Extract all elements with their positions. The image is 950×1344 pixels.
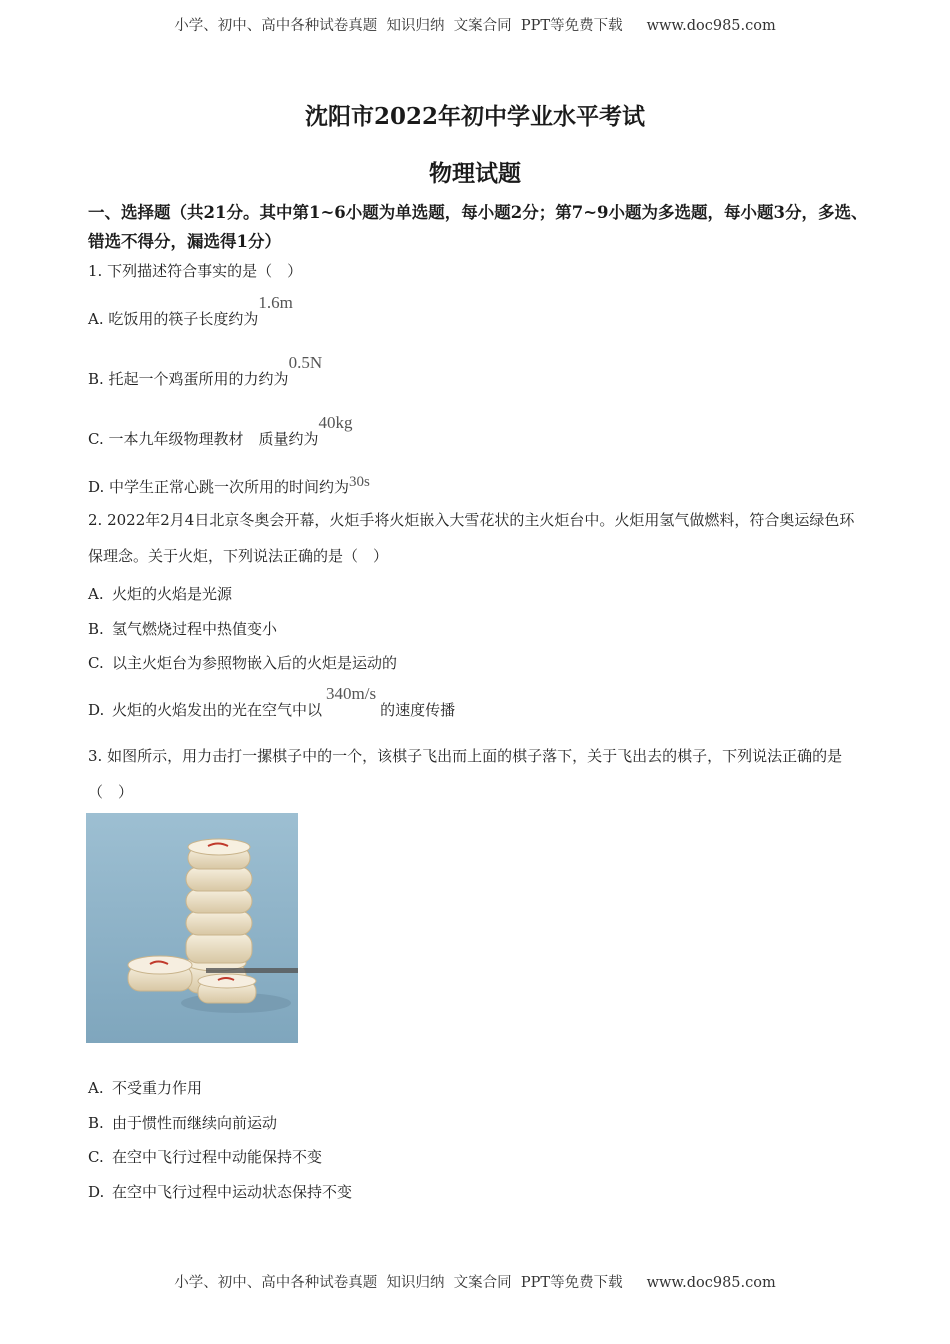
footer-text: 小学、初中、高中各种试卷真题 知识归纳 文案合同 PPT等免费下载 (174, 1275, 623, 1291)
header-text: 小学、初中、高中各种试卷真题 知识归纳 文案合同 PPT等免费下载 (174, 18, 623, 34)
q1-c-value: 40kg (318, 413, 353, 432)
exam-title: 沈阳市2022年初中学业水平考试 (304, 103, 645, 130)
lower-piece (198, 974, 256, 1003)
q2-b-letter: B. (88, 620, 104, 638)
q2-a-text: 火炬的火焰是光源 (112, 585, 233, 603)
q3-b-text: 由于惯性而继续向前运动 (112, 1114, 278, 1132)
q1-c-text: C. 一本九年级物理教材 质量约为 (88, 430, 319, 448)
q2-option-d (88, 684, 456, 720)
q1-option-a (88, 293, 293, 329)
q1-option-c (88, 413, 353, 449)
page-footer (0, 1271, 950, 1292)
q3-a-text: 不受重力作用 (112, 1079, 203, 1097)
q1-stem: 1. 下列描述符合事实的是（ ） (88, 262, 303, 280)
header-site: www.doc985.com (646, 18, 776, 34)
q1-option-d (88, 476, 370, 497)
q2-d-value: 340m/s (326, 684, 377, 703)
striking-ruler (206, 968, 298, 973)
q3-option-b (88, 1112, 277, 1133)
q1-d-text: D. 中学生正常心跳一次所用的时间约为 (88, 478, 350, 496)
q3-d-text: 在空中飞行过程中运动状态保持不变 (112, 1183, 353, 1201)
q1-a-text: A. 吃饭用的筷子长度约为 (88, 310, 259, 328)
q2-option-c (88, 652, 397, 673)
q2-b-text: 氢气燃烧过程中热值变小 (112, 620, 278, 638)
q2-option-b (88, 618, 277, 639)
q1-b-value: 0.5N (288, 353, 323, 372)
chess-stack-illustration (86, 813, 298, 1043)
q2-d-letter: D. (88, 701, 105, 719)
q2-c-letter: C. (88, 654, 104, 672)
q2-a-letter: A. (88, 585, 104, 603)
q1-a-value: 1.6m (258, 293, 293, 312)
q3-c-letter: C. (88, 1148, 104, 1166)
q2-option-a (88, 583, 232, 604)
q3-option-c (88, 1146, 322, 1167)
chess-stack-photo (86, 813, 298, 1043)
flying-piece (128, 956, 192, 991)
exam-subtitle: 物理试题 (429, 160, 521, 187)
section-heading: 一、选择题（共21分。其中第1~6小题为单选题，每小题2分；第7~9小题为多选题，每小题3分，多选、错选不得分，漏选得1分） (88, 203, 868, 251)
q3-b-letter: B. (88, 1114, 104, 1132)
q1-option-b (88, 353, 323, 389)
q2-c-text: 以主火炬台为参照物嵌入后的火炬是运动的 (112, 654, 398, 672)
q3-option-d (88, 1181, 352, 1202)
q2-d-tail: 的速度传播 (380, 701, 456, 719)
q3-a-letter: A. (88, 1079, 104, 1097)
footer-site: www.doc985.com (646, 1275, 776, 1291)
q3-stem: 3. 如图所示，用力击打一摞棋子中的一个，该棋子飞出而上面的棋子落下，关于飞出去的棋子，下列说法正确的是（ ） (88, 747, 843, 801)
q1-d-value: 30s (349, 474, 370, 490)
q3-d-letter: D. (88, 1183, 105, 1201)
q1-b-text: B. 托起一个鸡蛋所用的力约为 (88, 370, 289, 388)
page-header (0, 14, 950, 35)
q2-d-text: 火炬的火焰发出的光在空气中以 (112, 701, 323, 719)
q2-stem: 2. 2022年2月4日北京冬奥会开幕，火炬手将火炬嵌入大雪花状的主火炬台中。火炬用氢气做燃料，符合奥运绿色环保理念。关于火炬，下列说法正确的是（ ） (88, 511, 855, 565)
q3-c-text: 在空中飞行过程中动能保持不变 (112, 1148, 323, 1166)
q3-option-a (88, 1077, 202, 1098)
